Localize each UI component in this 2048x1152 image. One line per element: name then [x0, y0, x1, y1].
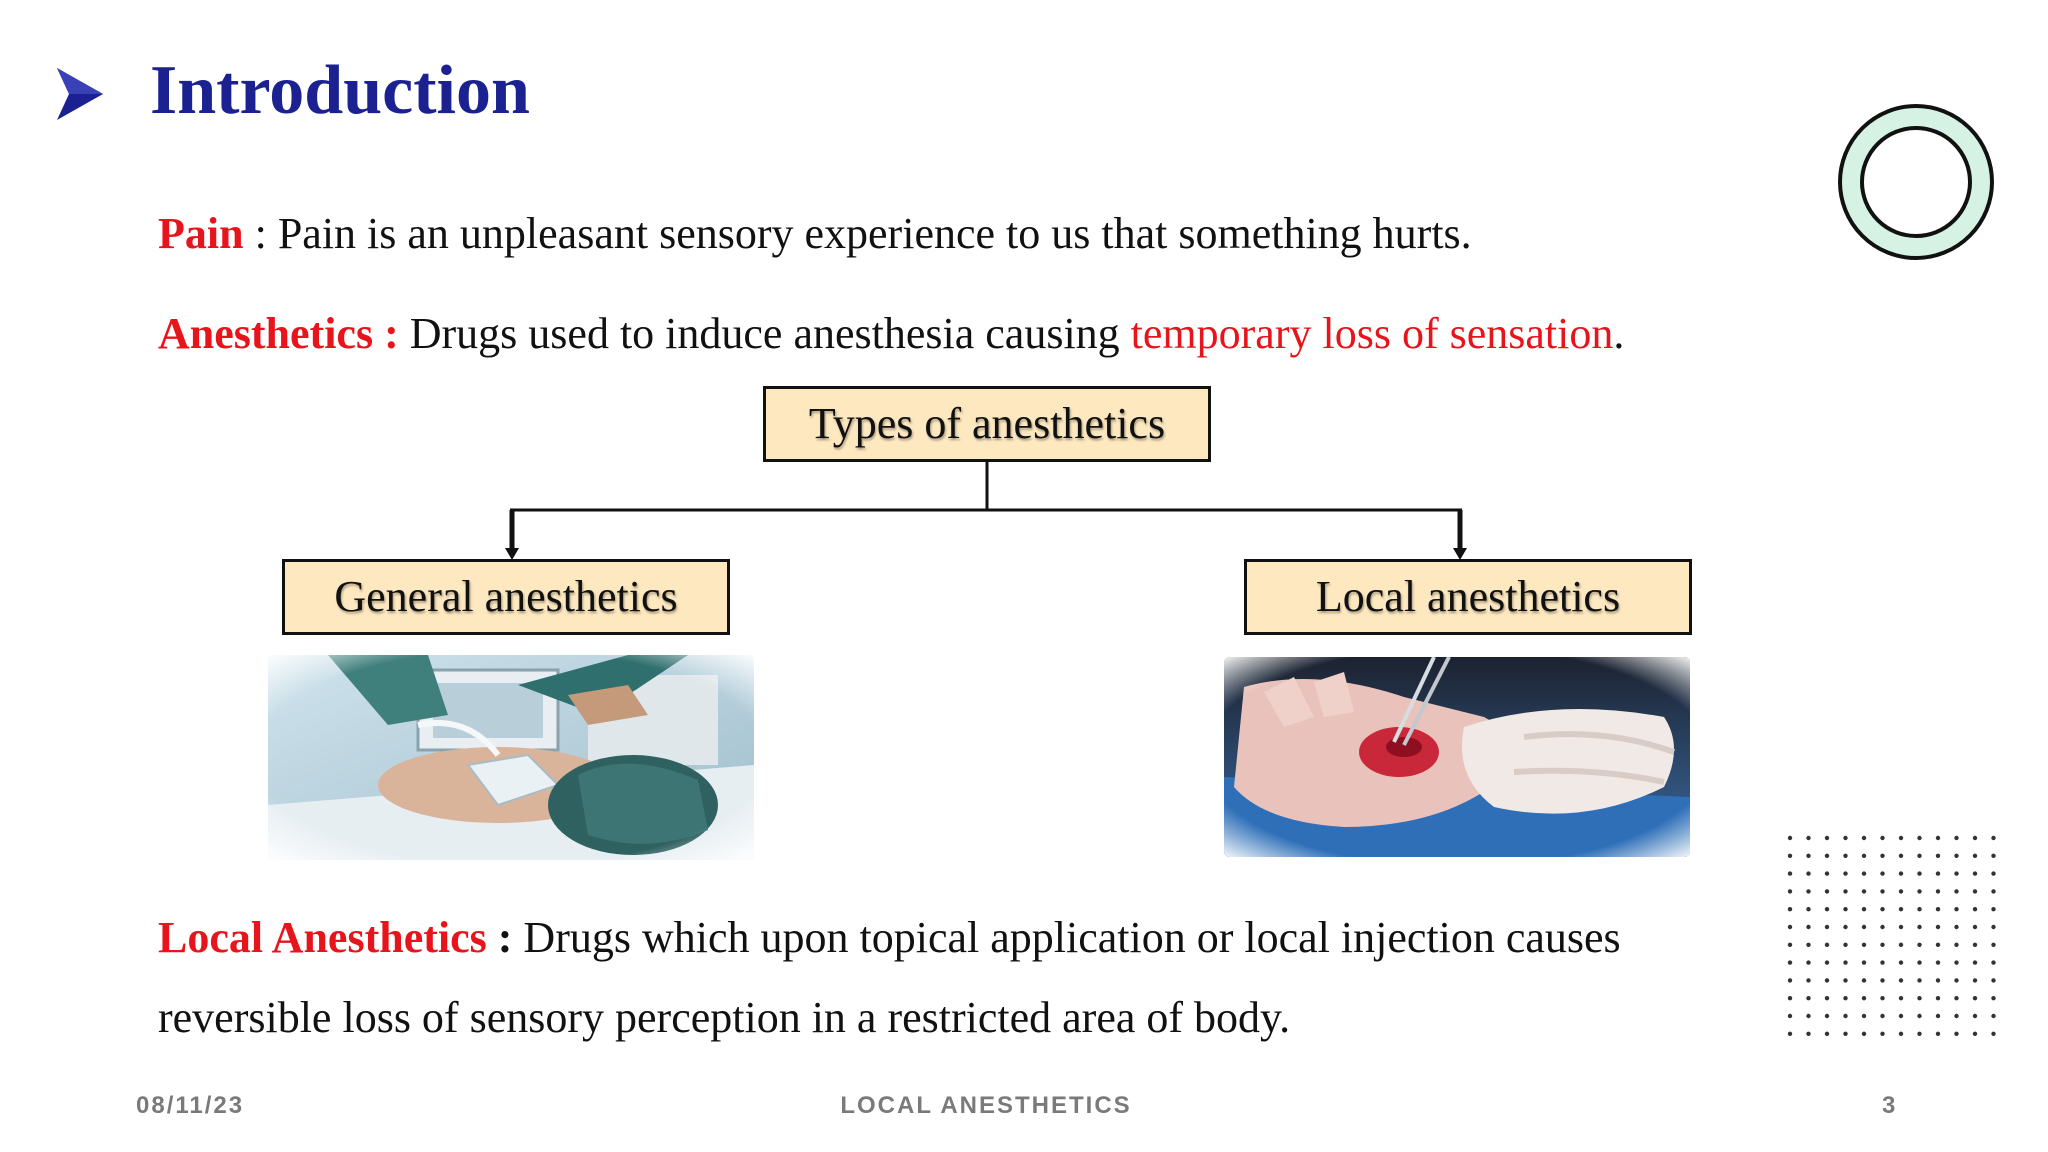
grid-dot [1936, 871, 1940, 875]
grid-dot [1880, 854, 1884, 858]
grid-dot [1936, 889, 1940, 893]
grid-dot [1954, 996, 1958, 1000]
grid-dot [1973, 889, 1977, 893]
grid-dot [1954, 836, 1958, 840]
grid-dot [1954, 854, 1958, 858]
grid-dot [1843, 943, 1847, 947]
grid-dot [1973, 1014, 1977, 1018]
grid-dot [1862, 871, 1866, 875]
grid-dot [1825, 925, 1829, 929]
grid-dot [1788, 836, 1792, 840]
grid-dot [1806, 978, 1810, 982]
grid-dot [1880, 925, 1884, 929]
grid-dot [1788, 889, 1792, 893]
local-anesthetics-text-1: Drugs which upon topical application or local injection causes [512, 913, 1621, 962]
grid-dot [1843, 996, 1847, 1000]
grid-dot [1788, 871, 1792, 875]
grid-dot [1991, 978, 1995, 982]
grid-dot [1991, 854, 1995, 858]
grid-dot [1825, 1014, 1829, 1018]
grid-dot [1973, 871, 1977, 875]
grid-dot [1954, 871, 1958, 875]
diagram-general-box: General anesthetics [282, 559, 730, 635]
diagram-root-box: Types of anesthetics [763, 386, 1211, 462]
grid-dot [1825, 1032, 1829, 1036]
grid-dot [1806, 871, 1810, 875]
grid-dot [1788, 978, 1792, 982]
anesthetics-end: . [1613, 309, 1625, 358]
grid-dot [1788, 960, 1792, 964]
grid-dot [1917, 978, 1921, 982]
grid-dot [1991, 996, 1995, 1000]
grid-dot [1788, 1014, 1792, 1018]
grid-dot [1843, 854, 1847, 858]
grid-dot [1899, 871, 1903, 875]
pain-term: Pain [158, 209, 244, 258]
grid-dot [1825, 960, 1829, 964]
grid-dot [1917, 943, 1921, 947]
grid-dot [1917, 1014, 1921, 1018]
grid-dot [1806, 996, 1810, 1000]
grid-dot [1936, 854, 1940, 858]
grid-dot [1954, 925, 1958, 929]
grid-dot [1917, 889, 1921, 893]
grid-dot [1880, 1014, 1884, 1018]
grid-dot [1862, 1032, 1866, 1036]
grid-dot [1973, 1032, 1977, 1036]
grid-dot [1843, 1032, 1847, 1036]
grid-dot [1899, 1014, 1903, 1018]
grid-dot [1843, 1014, 1847, 1018]
anesthetics-term: Anesthetics : [158, 309, 399, 358]
grid-dot [1991, 836, 1995, 840]
grid-dot [1880, 871, 1884, 875]
local-anesthetics-definition-line1 [158, 912, 1621, 965]
grid-dot [1917, 996, 1921, 1000]
grid-dot [1936, 1032, 1940, 1036]
grid-dot [1806, 854, 1810, 858]
grid-dot [1825, 889, 1829, 893]
local-anesthetics-term: Local Anesthetics [158, 913, 487, 962]
grid-dot [1788, 943, 1792, 947]
grid-dot [1954, 960, 1958, 964]
pain-text: Pain is an unpleasant sensory experience to us that something hurts. [277, 209, 1472, 258]
grid-dot [1991, 871, 1995, 875]
grid-dot [1862, 925, 1866, 929]
grid-dot [1880, 943, 1884, 947]
grid-dot [1862, 854, 1866, 858]
grid-dot [1806, 943, 1810, 947]
grid-dot [1843, 960, 1847, 964]
grid-dot [1936, 925, 1940, 929]
local-anesthesia-photo [1224, 657, 1690, 857]
grid-dot [1899, 889, 1903, 893]
grid-dot [1825, 996, 1829, 1000]
grid-dot [1973, 836, 1977, 840]
grid-dot [1991, 889, 1995, 893]
grid-dot [1825, 871, 1829, 875]
grid-dot [1880, 996, 1884, 1000]
grid-dot [1899, 996, 1903, 1000]
grid-dot [1899, 978, 1903, 982]
grid-dot [1788, 854, 1792, 858]
local-anesthetics-definition-line2: reversible loss of sensory perception in a restricted area of body. [158, 993, 1291, 1042]
grid-dot [1880, 907, 1884, 911]
grid-dot [1825, 943, 1829, 947]
grid-dot [1788, 907, 1792, 911]
footer-page-number: 3 [1882, 1092, 1898, 1119]
arrow-bullet-icon [55, 64, 105, 124]
grid-dot [1973, 996, 1977, 1000]
grid-dot [1843, 836, 1847, 840]
grid-dot [1991, 907, 1995, 911]
grid-dot [1806, 960, 1810, 964]
anesthetics-text: Drugs used to induce anesthesia causing [398, 309, 1131, 358]
grid-dot [1825, 978, 1829, 982]
grid-dot [1954, 1014, 1958, 1018]
grid-dot [1899, 854, 1903, 858]
dot-grid-decoration-icon [1784, 832, 2006, 1040]
grid-dot [1973, 943, 1977, 947]
grid-dot [1862, 943, 1866, 947]
grid-dot [1991, 960, 1995, 964]
grid-dot [1991, 943, 1995, 947]
anesthetics-definition [158, 308, 1624, 361]
grid-dot [1936, 943, 1940, 947]
grid-dot [1936, 907, 1940, 911]
diagram-local-box: Local anesthetics [1244, 559, 1692, 635]
grid-dot [1899, 1032, 1903, 1036]
grid-dot [1843, 871, 1847, 875]
grid-dot [1880, 836, 1884, 840]
grid-dot [1806, 1014, 1810, 1018]
grid-dot [1825, 836, 1829, 840]
grid-dot [1862, 978, 1866, 982]
grid-dot [1936, 1014, 1940, 1018]
grid-dot [1917, 960, 1921, 964]
grid-dot [1825, 854, 1829, 858]
grid-dot [1954, 978, 1958, 982]
grid-dot [1788, 925, 1792, 929]
grid-dot [1973, 854, 1977, 858]
grid-dot [1917, 854, 1921, 858]
grid-dot [1862, 996, 1866, 1000]
grid-dot [1917, 925, 1921, 929]
footer-title: LOCAL ANESTHETICS [840, 1092, 1132, 1119]
grid-dot [1862, 960, 1866, 964]
grid-dot [1806, 907, 1810, 911]
grid-dot [1917, 907, 1921, 911]
grid-dot [1917, 871, 1921, 875]
grid-dot [1973, 960, 1977, 964]
grid-dot [1843, 889, 1847, 893]
grid-dot [1862, 836, 1866, 840]
general-anesthesia-photo [268, 655, 754, 860]
grid-dot [1880, 889, 1884, 893]
grid-dot [1843, 978, 1847, 982]
ring-decoration-icon [1836, 102, 1996, 262]
anesthetics-highlight: temporary loss of sensation [1130, 309, 1614, 358]
grid-dot [1954, 889, 1958, 893]
pain-definition [158, 208, 1472, 261]
grid-dot [1899, 907, 1903, 911]
grid-dot [1843, 925, 1847, 929]
grid-dot [1936, 996, 1940, 1000]
grid-dot [1936, 960, 1940, 964]
grid-dot [1936, 978, 1940, 982]
pain-separator: : [243, 209, 278, 258]
grid-dot [1788, 996, 1792, 1000]
grid-dot [1806, 889, 1810, 893]
grid-dot [1899, 925, 1903, 929]
grid-dot [1880, 960, 1884, 964]
grid-dot [1899, 943, 1903, 947]
slide-title: Introduction [150, 52, 530, 129]
grid-dot [1973, 907, 1977, 911]
grid-dot [1862, 889, 1866, 893]
grid-dot [1880, 1032, 1884, 1036]
grid-dot [1954, 907, 1958, 911]
grid-dot [1954, 943, 1958, 947]
grid-dot [1991, 1032, 1995, 1036]
local-anesthetics-colon: : [486, 913, 513, 962]
grid-dot [1917, 836, 1921, 840]
grid-dot [1788, 1032, 1792, 1036]
grid-dot [1806, 1032, 1810, 1036]
grid-dot [1880, 978, 1884, 982]
grid-dot [1843, 907, 1847, 911]
footer-date: 08/11/23 [136, 1092, 245, 1119]
grid-dot [1936, 836, 1940, 840]
grid-dot [1991, 925, 1995, 929]
grid-dot [1806, 925, 1810, 929]
grid-dot [1899, 836, 1903, 840]
grid-dot [1991, 1014, 1995, 1018]
grid-dot [1899, 960, 1903, 964]
grid-dot [1954, 1032, 1958, 1036]
grid-dot [1806, 836, 1810, 840]
grid-dot [1862, 907, 1866, 911]
grid-dot [1973, 925, 1977, 929]
grid-dot [1917, 1032, 1921, 1036]
grid-dot [1973, 978, 1977, 982]
grid-dot [1825, 907, 1829, 911]
grid-dot [1862, 1014, 1866, 1018]
